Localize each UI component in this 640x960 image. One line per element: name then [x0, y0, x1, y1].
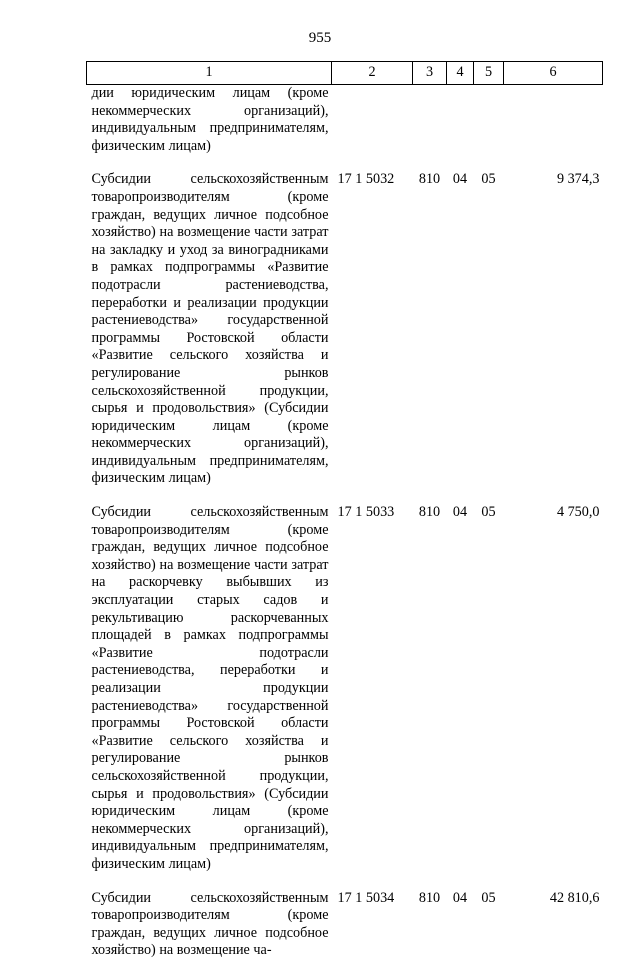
row-col3: 810 [418, 889, 441, 906]
row-col3 [413, 85, 447, 172]
row-col4 [447, 85, 474, 172]
row-code: 17 1 5033 [337, 504, 395, 521]
table-row [87, 85, 603, 172]
row-amount: 42 810,6 [549, 889, 600, 906]
table-header-row [87, 62, 603, 85]
row-col3: 810 [418, 171, 441, 188]
row-description: Субсидии сельскохозяйственным товаропроизводителям (кроме граждан, ведущих личное подсобное хозяйство) на возмещение части затрат на раскорчевку выбывших из эксплуатации старых садов и рекультивацию раскорчеванных площадей в рамках подпрограммы «Развитие подотрасли растениеводства, переработки и реализации продукции растениеводства» государственной программы Ростовской области «Развитие сельского хозяйства и регулирование рынков сельскохозяйственной продукции, сырья и продовольствия» (Субсидии юридическим лицам (кроме некоммерческих организаций), индивидуальным предпринимателям, физическим лицам) [91, 504, 329, 872]
row-amount [504, 85, 603, 172]
row-description: Субсидии сельскохозяйственным товаропроизводителям (кроме граждан, ведущих личное подсобное хозяйство) на возмещение части затрат на закладку и уход за виноградниками в рамках подпрограммы «Развитие подотрасли растениеводства, переработки и реализации продукции растениеводства» государственной программы Ростовской области «Развитие сельского хозяйства и регулирование рынков сельскохозяйственной продукции, сырья и продовольствия» (Субсидии юридическим лицам (кроме некоммерческих организаций), индивидуальным предпринимателям, физическим лицам) [91, 171, 329, 487]
row-col5 [474, 85, 504, 172]
row-amount: 4 750,0 [556, 504, 600, 521]
row-col4: 04 [452, 171, 468, 188]
table-row [87, 171, 603, 504]
budget-table [86, 61, 603, 960]
table-row [87, 890, 603, 960]
row-col5: 05 [481, 889, 496, 906]
row-code [332, 85, 413, 172]
column-header-3: 3 [413, 62, 447, 85]
column-header-1: 1 [87, 62, 332, 85]
row-description: дии юридическим лицам (кроме некоммерческих организаций), индивидуальным предпринимателям, физическим лицам) [91, 85, 329, 154]
column-header-4: 4 [447, 62, 474, 85]
row-col5: 05 [481, 504, 496, 521]
row-col4: 04 [452, 889, 468, 906]
row-amount: 9 374,3 [556, 171, 600, 188]
row-description: Субсидии сельскохозяйственным товаропроизводителям (кроме граждан, ведущих личное подсобное хозяйство) на возмещение ча- [91, 889, 329, 959]
column-header-2: 2 [332, 62, 413, 85]
column-header-5: 5 [474, 62, 504, 85]
row-col3: 810 [418, 504, 441, 521]
column-header-6: 6 [504, 62, 603, 85]
row-col4: 04 [452, 504, 468, 521]
row-col5: 05 [481, 171, 496, 188]
row-code: 17 1 5032 [337, 171, 395, 188]
row-code: 17 1 5034 [337, 889, 395, 906]
table-row [87, 504, 603, 889]
page-number: 955 [308, 30, 332, 46]
